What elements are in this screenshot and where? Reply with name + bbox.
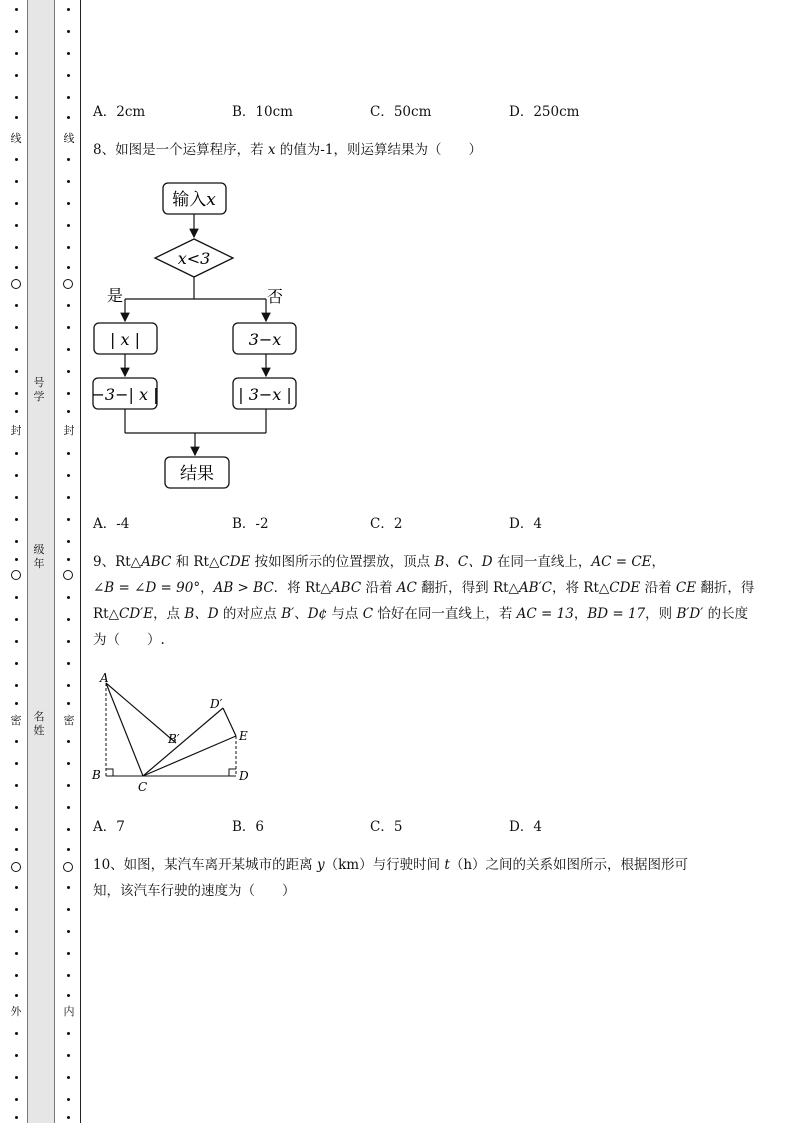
q7-option-a: A．2cm	[93, 104, 146, 120]
margin-label-secret: 密	[10, 714, 22, 727]
flow-left-text-2: −3−| x |	[91, 385, 159, 404]
margin-label-inner: 内	[63, 1005, 75, 1018]
q9-label-c: C	[138, 780, 148, 794]
q9-option-a: A．7	[93, 819, 125, 835]
q7-option-c: C．50cm	[370, 104, 432, 120]
flow-yes-label: 是	[107, 286, 124, 305]
q7-option-b: B．10cm	[232, 104, 293, 120]
margin-divider-line	[80, 0, 81, 1123]
margin-label-line: 线	[10, 132, 22, 145]
q8-flowchart	[85, 175, 315, 495]
margin-circle	[63, 862, 73, 872]
q10-line-2: 知，该汽车行驶的速度为（ ）	[93, 883, 296, 899]
flow-input-label: 输入x	[172, 190, 216, 210]
margin-label-outer: 外	[10, 1005, 22, 1018]
q9-option-b: B．6	[232, 819, 265, 835]
q9-line-3: Rt△CD′E，点 B、D 的对应点 B′、D¢ 与点 C 恰好在同一直线上，若 AC = 13，BD = 17，则 B′D′ 的长度	[93, 606, 749, 622]
margin-circle	[11, 279, 21, 289]
q9-label-b: B	[92, 768, 101, 782]
q8-stem: 8、如图是一个运算程序，若 x 的值为-1，则运算结果为（ ）	[93, 142, 482, 158]
q9-label-d: D	[239, 769, 249, 783]
margin-label-seal: 封	[63, 424, 75, 437]
margin-circle	[63, 570, 73, 580]
field-name: 名姓	[33, 710, 45, 737]
flow-condition-text: x<3	[177, 249, 211, 268]
q9-option-c: C．5	[370, 819, 403, 835]
margin-circle	[11, 570, 21, 580]
q9-label-a: A	[100, 671, 109, 685]
margin-label-line: 线	[63, 132, 75, 145]
margin-circle	[11, 862, 21, 872]
q8-option-b: B．-2	[232, 516, 269, 532]
margin-label-seal: 封	[10, 424, 22, 437]
q9-option-d: D．4	[509, 819, 542, 835]
q7-option-d: D．250cm	[509, 104, 580, 120]
flow-no-label: 否	[267, 287, 284, 306]
q8-option-a: A．-4	[93, 516, 130, 532]
q9-line-4: 为（ ）.	[93, 632, 165, 648]
q8-option-c: C．2	[370, 516, 403, 532]
q9-line-1: 9、Rt△ABC 和 Rt△CDE 按如图所示的位置摆放，顶点 B、C、D 在同一直线上，AC = CE，	[93, 554, 666, 570]
q9-geometry-figure	[85, 665, 260, 795]
field-student-number: 号学	[33, 376, 45, 403]
flow-left-text-1: | x |	[110, 330, 140, 349]
q8-option-d: D．4	[509, 516, 542, 532]
margin-circle	[63, 279, 73, 289]
q9-line-2: ∠B = ∠D = 90°，AB > BC．将 Rt△ABC 沿着 AC 翻折，得到 Rt△AB′C，将 Rt△CDE 沿着 CE 翻折，得	[93, 580, 755, 596]
q10-line-1: 10、如图，某汽车离开某城市的距离 y（km）与行驶时间 t（h）之间的关系如图所示，根据图形可	[93, 857, 689, 873]
margin-label-secret: 密	[63, 714, 75, 727]
flow-right-text-2: | 3−x |	[238, 385, 292, 404]
flow-right-text-1: 3−x	[248, 330, 282, 349]
q9-label-d-prime: D′	[210, 697, 223, 711]
field-grade: 级年	[33, 543, 45, 570]
flow-result-text: 结果	[180, 464, 214, 484]
q9-label-b-prime: B′	[168, 732, 180, 746]
q9-label-e: E	[239, 729, 248, 743]
